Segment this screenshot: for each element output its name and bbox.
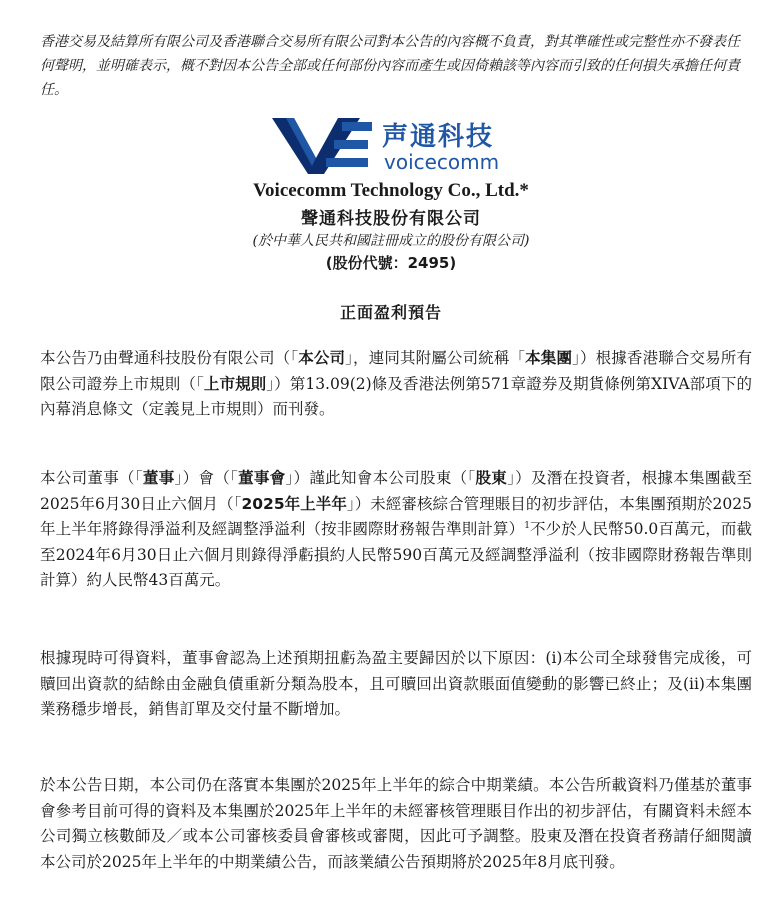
- defined-term: 本集團: [525, 349, 573, 367]
- stock-code: (股份代號：2495): [325, 254, 457, 272]
- defined-term: 股東: [475, 469, 508, 487]
- defined-term: 董事: [142, 469, 175, 487]
- paragraph-profit-alert: 本公司董事（「董事」）會（「董事會」）謹此知會本公司股東（「股東」）及潛在投資者，根據本集團截至2025年6月30日止六個月（「2025年上半年」）未經審核綜合管理賬目的初步評估，本集團預期於2025年上半年將錄得淨溢利及經調整淨溢利（按非國際財務報告準則計算）$^1$不少於人民幣50.0百萬元，而截至2024年6月30日止六個月則錄得淨虧損約人民幣590百萬元及經調整淨溢利（按非國際財務報告準則計算）約人民幣43百萬元。: [40, 469, 753, 589]
- company-name-en: Voicecomm Technology Co., Ltd.*: [253, 180, 529, 201]
- logo-name-en: voicecomm: [384, 150, 500, 174]
- incorporation-note: (於中華人民共和國註冊成立的股份有限公司): [252, 233, 530, 249]
- defined-term: 董事會: [238, 469, 286, 487]
- footnote-marker: 1: [524, 520, 530, 531]
- paragraph-reasons: 根據現時可得資料，董事會認為上述預期扭虧為盈主要歸因於以下原因：(i)本公司全球發售完成後，可贖回出資款的結餘由金融負債重新分類為股本，且可贖回出資款賬面值變動的影響已終止；及(ii)本集團業務穩步增長，銷售訂單及交付量不斷增加。: [40, 649, 752, 718]
- logo-name-cn: 声通科技: [382, 122, 495, 152]
- announcement-title: 正面盈利預告: [339, 303, 442, 322]
- paragraph-caution: 於本公告日期，本公司仍在落實本集團於2025年上半年的綜合中期業績。本公告所載資料乃僅基於董事會參考目前可得的資料及本集團於2025年上半年的未經審核管理賬目作出的初步評估，有關資料未經本公司獨立核數師及／或本公司審核委員會審核或審閱，因此可予調整。股東及潛在投資者務請仔細閱讀本公司於2025年上半年的中期業績公告，而該業績公告預期將於2025年8月底刊發。: [40, 776, 752, 871]
- company-name-cn: 聲通科技股份有限公司: [301, 209, 481, 229]
- defined-term: 本公司: [298, 349, 346, 367]
- disclaimer-text: 香港交易及結算所有限公司及香港聯合交易所有限公司對本公告的內容概不負責，對其準確性或完整性亦不發表任何聲明，並明確表示，概不對因本公告全部或任何部份內容而產生或因倚賴該等內容而引致的任何損失承擔任何責任。: [40, 34, 740, 98]
- defined-term: 上市規則: [203, 374, 267, 393]
- defined-term: 2025年上半年: [241, 494, 347, 513]
- paragraph-intro: 本公告乃由聲通科技股份有限公司（「本公司」，連同其附屬公司統稱「本集團」）根據香港聯合交易所有限公司證券上市規則（「上市規則」）第13.09(2)條及香港法例第571章證券及期貨條例第XIVA部項下的內幕消息條文（定義見上市規則）而刊發。: [40, 349, 752, 418]
